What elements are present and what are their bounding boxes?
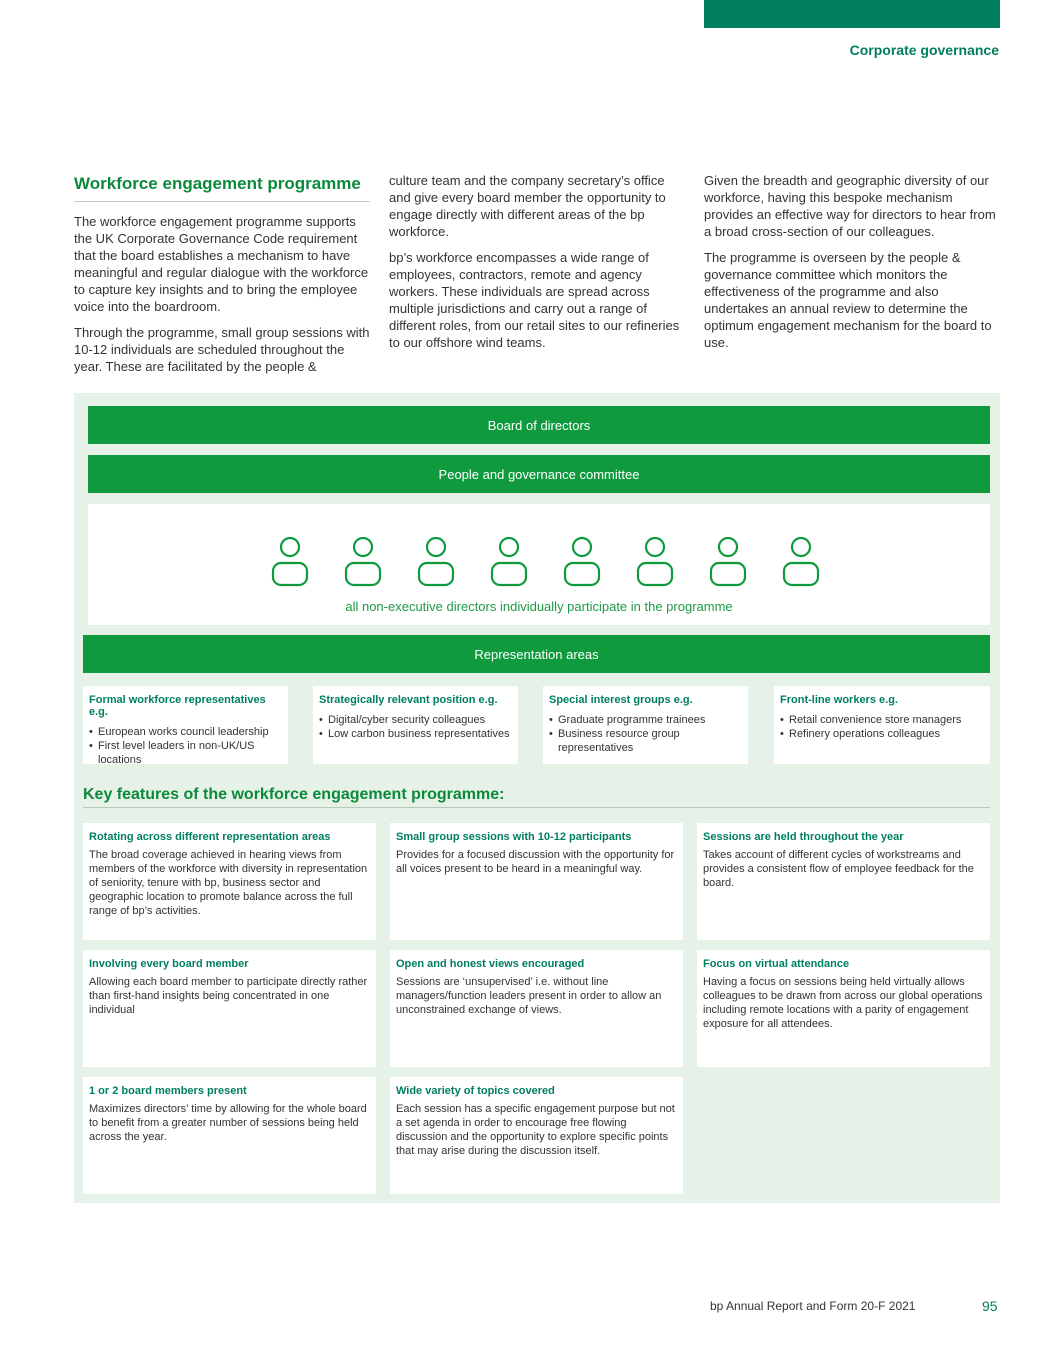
feature-card (83, 950, 376, 1067)
feature-card (390, 1077, 683, 1194)
page-heading: Workforce engagement programme (74, 172, 370, 202)
committee-bar: People and governance committee (88, 455, 990, 493)
list-item: • Low carbon business representatives (319, 727, 512, 741)
feature-body: Each session has a specific engagement purpose but not a set agenda in order to encourage free flowing discussion and the opportunity to explore specific points that may arise during the discussion itself. (396, 1103, 675, 1157)
people-icon-row (271, 537, 820, 587)
feature-body: Provides for a focused discussion with the opportunity for all voices present to be heard in a meaningful way. (396, 849, 675, 875)
representation-card-title: Front-line workers e.g. (780, 694, 898, 706)
intro-paragraph: The programme is overseen by the people & governance committee which monitors the effectiveness of the programme and also undertakes an annual review to determine the optimum engagement mechanism for the board to use. (704, 250, 992, 350)
list-item: • Graduate programme trainees (549, 713, 742, 727)
feature-card (390, 823, 683, 940)
intro-paragraph: Through the programme, small group sessions with 10-12 individuals are scheduled throughout the year. These are facilitated by the people & (74, 325, 370, 374)
intro-paragraph: culture team and the company secretary’s office and give every board member the opportunity to engage directly with different areas of the bp workforce. (389, 173, 666, 239)
feature-body: Sessions are ‘unsupervised’ i.e. without line managers/function leaders present in order to allow an unconstrained exchange of views. (396, 976, 662, 1016)
representation-card-title: Special interest groups e.g. (549, 694, 693, 706)
directors-box (88, 504, 990, 625)
feature-title: Involving every board member (89, 958, 249, 970)
representation-card (543, 686, 748, 764)
list-item: • Retail convenience store managers (780, 713, 984, 727)
representation-card-title: Formal workforce representatives e.g. (89, 694, 266, 718)
feature-title: Wide variety of topics covered (396, 1085, 555, 1097)
intro-paragraph: The workforce engagement programme supports the UK Corporate Governance Code requirement that the board establishes a mechanism to have meaningful and regular dialogue with the workforce to capture key insights and to bring the employee voice into the boardroom. (74, 214, 369, 314)
key-features-heading: Key features of the workforce engagement programme: (83, 786, 990, 808)
person-icon (271, 537, 309, 587)
person-icon (636, 537, 674, 587)
list-item: • Refinery operations colleagues (780, 727, 984, 741)
person-icon (490, 537, 528, 587)
feature-title: Focus on virtual attendance (703, 958, 850, 970)
feature-card (697, 823, 990, 940)
representation-card-title: Strategically relevant position e.g. (319, 694, 498, 706)
representation-card (83, 686, 288, 764)
board-of-directors-bar: Board of directors (88, 406, 990, 444)
intro-paragraph: bp’s workforce encompasses a wide range of employees, contractors, remote and agency workers. These individuals are spread across multiple jurisdictions and carry out a range of different roles, from our retail sites to our refineries to our offshore wind teams. (389, 250, 680, 350)
feature-card (83, 823, 376, 940)
feature-title: Small group sessions with 10-12 participants (396, 831, 632, 843)
person-icon (417, 537, 455, 587)
person-icon (709, 537, 747, 587)
feature-body: Having a focus on sessions being held virtually allows colleagues to be drawn from across our global operations including remote locations with a parity of engagement exposure for all attendees. (703, 976, 983, 1030)
feature-title: 1 or 2 board members present (89, 1085, 247, 1097)
feature-card (390, 950, 683, 1067)
person-icon (782, 537, 820, 587)
list-item: • Digital/cyber security colleagues (319, 713, 512, 727)
intro-column-3 (704, 172, 1000, 360)
feature-body: Maximizes directors’ time by allowing for the whole board to benefit from a greater number of sessions being held across the year. (89, 1103, 367, 1143)
header-accent-bar (704, 0, 1000, 28)
representation-card (774, 686, 990, 764)
representation-areas-bar: Representation areas (83, 635, 990, 673)
feature-body: Allowing each board member to participate directly rather than first-hand insights being concentrated in one individual (89, 976, 368, 1016)
intro-column-1 (74, 172, 370, 384)
feature-title: Rotating across different representation areas (89, 831, 331, 843)
feature-card (697, 950, 990, 1067)
representation-card (313, 686, 518, 764)
list-item: • First level leaders in non-UK/US locations (89, 739, 282, 767)
intro-paragraph: Given the breadth and geographic diversity of our workforce, having this bespoke mechanism provides an effective way for directors to hear from a broad cross-section of our colleagues. (704, 173, 996, 239)
list-item: • European works council leadership (89, 725, 282, 739)
page-number: 95 (982, 1298, 998, 1314)
feature-title: Open and honest views encouraged (396, 958, 585, 970)
people-caption: all non-executive directors individually participate in the programme (345, 599, 733, 614)
engagement-diagram-panel (74, 393, 1000, 1203)
feature-body: The broad coverage achieved in hearing views from members of the workforce with diversity in representation of seniority, tenure with bp, business sector and geographic location to promote balance across the full range of bp’s activities. (89, 849, 368, 917)
feature-card (83, 1077, 376, 1194)
feature-title: Sessions are held throughout the year (703, 831, 904, 843)
person-icon (563, 537, 601, 587)
intro-column-2 (389, 172, 685, 360)
person-icon (344, 537, 382, 587)
list-item: • Business resource group representatives (549, 727, 742, 755)
footer-report-title: bp Annual Report and Form 20-F 2021 (710, 1299, 916, 1313)
section-label: Corporate governance (849, 42, 999, 58)
feature-body: Takes account of different cycles of workstreams and provides a consistent flow of employee feedback for the board. (703, 849, 974, 889)
